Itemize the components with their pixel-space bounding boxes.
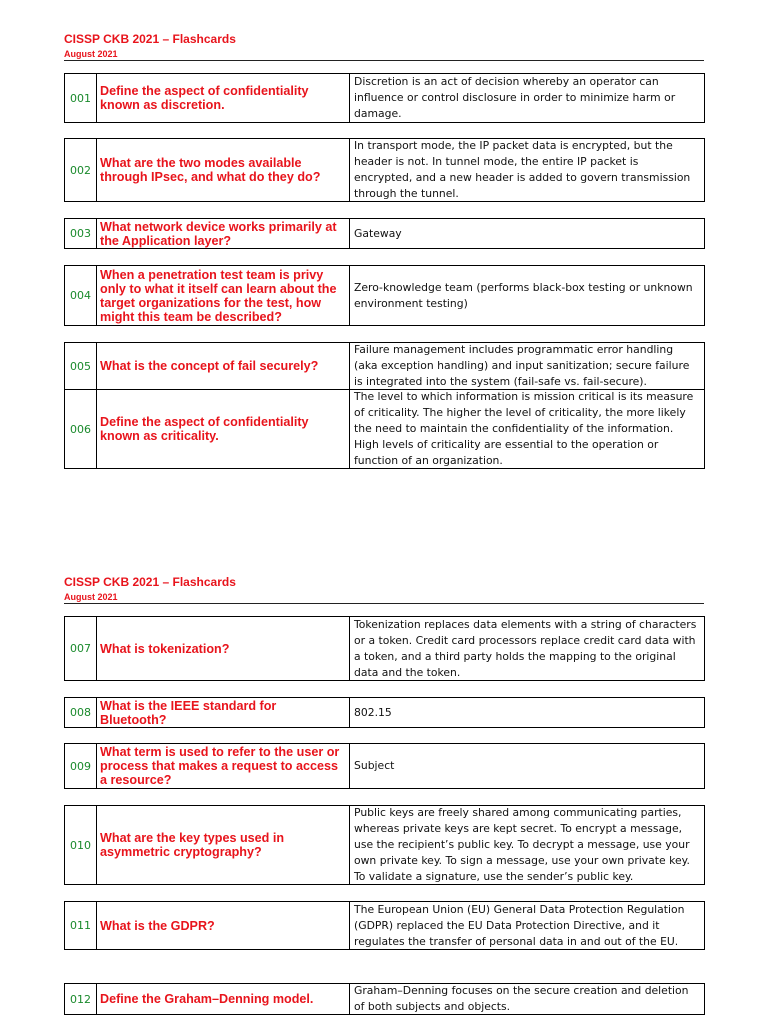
flashcard (64, 342, 705, 390)
card-number: 009 (65, 744, 97, 788)
card-number: 007 (65, 617, 97, 680)
flashcard (64, 805, 705, 885)
card-question: What is the concept of fail securely? (97, 343, 350, 389)
card-answer: Public keys are freely shared among communicating parties, whereas private keys are kept secret. To encrypt a message, use the recipient’s public key. To decrypt a message, use your own private key. To sign a message, use your own private key. To validate a signature, use the sender’s public key. (354, 806, 690, 883)
card-question: What is tokenization? (97, 617, 350, 680)
flashcard (64, 697, 705, 728)
flashcard (64, 138, 705, 202)
flashcard (64, 390, 705, 469)
card-number: 011 (65, 902, 97, 949)
flashcard (64, 218, 705, 249)
header-divider (64, 603, 704, 604)
card-answer: Subject (354, 759, 395, 772)
card-number: 003 (65, 219, 97, 248)
flashcard (64, 983, 705, 1015)
card-question: Define the aspect of confidentiality known as criticality. (97, 390, 350, 468)
card-answer: Tokenization replaces data elements with a string of characters or a token. Credit card processors replace credit card data with a token, and a third party holds the mapping to the original data and the token. (354, 617, 697, 679)
card-number: 005 (65, 343, 97, 389)
card-number: 006 (65, 390, 97, 468)
card-question: When a penetration test team is privy only to what it itself can learn about the target organizations for the test, how might this team be described? (97, 266, 350, 325)
card-question: What term is used to refer to the user or process that makes a request to access a resource? (97, 744, 350, 788)
flashcard (64, 73, 705, 123)
card-number: 012 (65, 984, 97, 1014)
card-answer: 802.15 (354, 705, 392, 719)
card-answer: The European Union (EU) General Data Protection Regulation (GDPR) replaced the EU Data Protection Directive, and it regulates the transfer of personal data in and out of the EU. (354, 902, 685, 948)
card-question: What network device works primarily at the Application layer? (97, 219, 350, 248)
card-answer: Failure management includes programmatic error handling (aka exception handling) and input sanitization; secure failure is integrated into the system (fail-safe vs. fail-secure). (354, 343, 690, 388)
card-number: 001 (65, 74, 97, 122)
flashcard (64, 743, 705, 789)
card-question: What are the key types used in asymmetric cryptography? (97, 806, 350, 884)
card-number: 008 (65, 698, 97, 727)
card-question: What are the two modes available through IPsec, and what do they do? (97, 139, 350, 201)
card-number: 002 (65, 139, 97, 201)
card-answer: The level to which information is mission critical is its measure of criticality. The higher the level of criticality, the more likely the need to maintain the confidentiality of the information. High levels of criticality are essential to the operation or function of an organization. (354, 390, 694, 467)
flashcard (64, 265, 705, 326)
page-subtitle: August 2021 (64, 49, 118, 59)
card-answer: Discretion is an act of decision whereby an operator can influence or control disclosure in order to minimize harm or damage. (354, 75, 676, 120)
page-title: CISSP CKB 2021 – Flashcards (64, 32, 236, 46)
card-question: Define the aspect of confidentiality known as discretion. (97, 74, 350, 122)
card-answer: Gateway (354, 226, 402, 240)
card-answer: Zero-knowledge team (performs black-box testing or unknown environment testing) (354, 280, 693, 310)
flashcard (64, 616, 705, 681)
card-answer: Graham–Denning focuses on the secure creation and deletion of both subjects and objects. (354, 984, 689, 1013)
header-divider (64, 60, 704, 61)
card-question: What is the IEEE standard for Bluetooth? (97, 698, 350, 727)
card-number: 004 (65, 266, 97, 325)
card-question: What is the GDPR? (97, 902, 350, 949)
page-title: CISSP CKB 2021 – Flashcards (64, 575, 236, 589)
page-subtitle: August 2021 (64, 592, 118, 602)
card-question: Define the Graham–Denning model. (97, 984, 350, 1014)
card-number: 010 (65, 806, 97, 884)
card-answer: In transport mode, the IP packet data is encrypted, but the header is not. In tunnel mode, the entire IP packet is encrypted, and a new header is added to govern transmission through the tunnel. (354, 139, 691, 200)
flashcard (64, 901, 705, 950)
